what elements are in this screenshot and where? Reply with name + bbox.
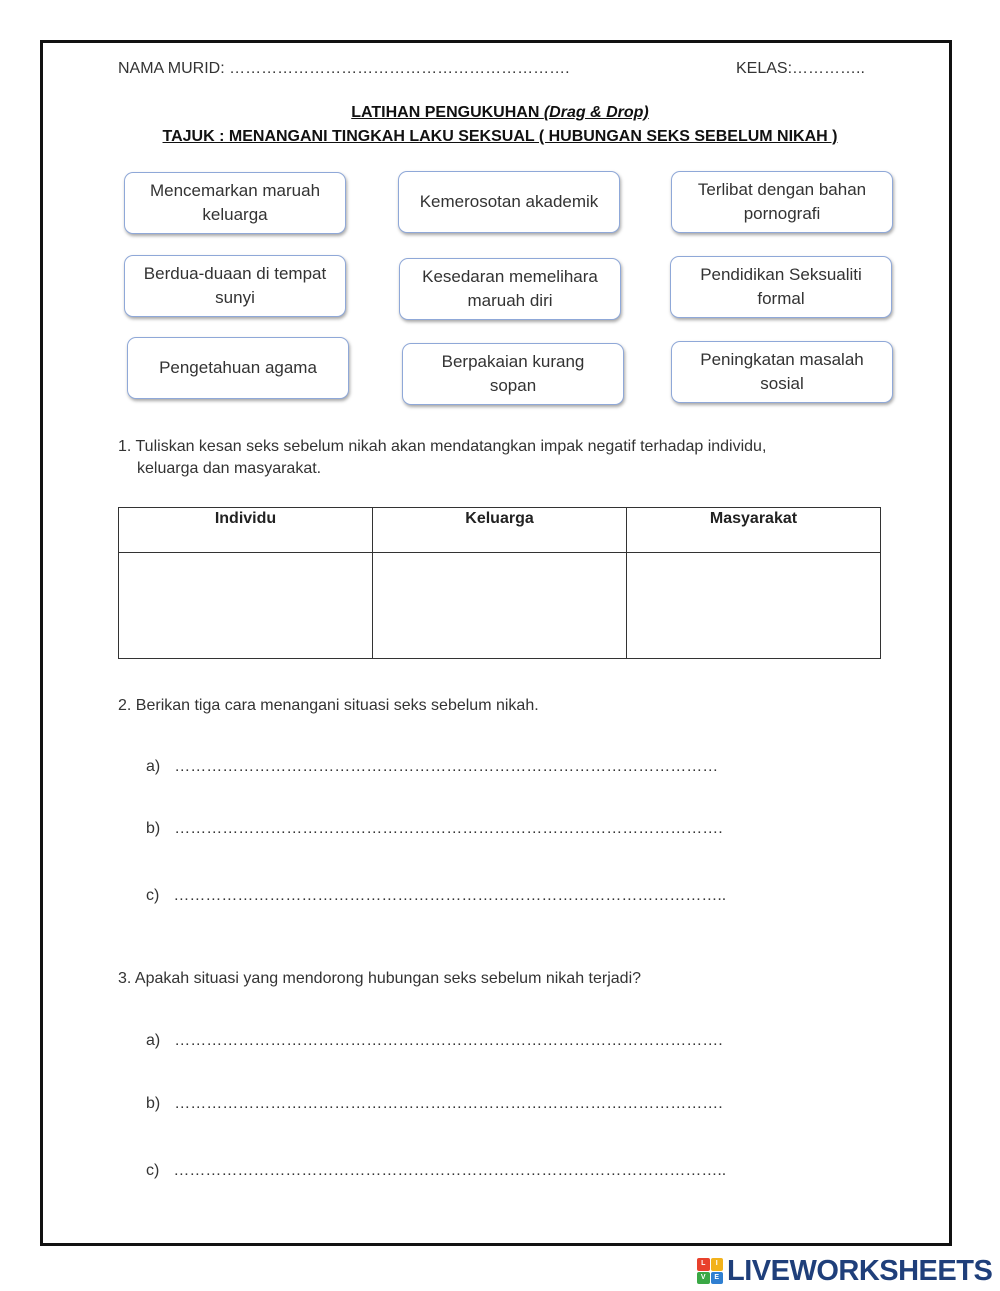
liveworksheets-logo bbox=[697, 1256, 992, 1286]
drag-card[interactable]: Pengetahuan agama bbox=[127, 337, 349, 399]
drop-zone-individu[interactable] bbox=[119, 553, 373, 659]
answer-line[interactable]: c) ………………………………………………………………………………………….. bbox=[146, 887, 727, 904]
liveworksheets-mark-icon bbox=[697, 1258, 723, 1284]
answer-line[interactable]: a) ………………………………………………………………………………………… bbox=[146, 758, 719, 775]
answer-line[interactable]: a) …………………………………………………………………………………………. bbox=[146, 1032, 723, 1049]
drop-zone-keluarga[interactable] bbox=[373, 553, 627, 659]
drag-card[interactable]: Mencemarkan maruah keluarga bbox=[124, 172, 346, 234]
drag-card[interactable]: Pendidikan Seksualiti formal bbox=[670, 256, 892, 318]
column-header-masyarakat: Masyarakat bbox=[627, 508, 881, 553]
logo-letter: E bbox=[711, 1272, 724, 1285]
question-3-text: 3. Apakah situasi yang mendorong hubungan seks sebelum nikah terjadi? bbox=[118, 970, 642, 987]
logo-letter: V bbox=[697, 1272, 710, 1285]
column-header-individu: Individu bbox=[119, 508, 373, 553]
worksheet-title: LATIHAN PENGUKUHAN (Drag & Drop) bbox=[351, 104, 649, 121]
drag-card[interactable]: Kemerosotan akademik bbox=[398, 171, 620, 233]
worksheet-topic: TAJUK : MENANGANI TINGKAH LAKU SEKSUAL ( HUBUNGAN SEKS SEBELUM NIKAH ) bbox=[162, 128, 838, 145]
answer-line[interactable]: c) ………………………………………………………………………………………….. bbox=[146, 1162, 727, 1179]
drag-card[interactable]: Kesedaran memelihara maruah diri bbox=[399, 258, 621, 320]
logo-text: LIVEWORKSHEETS bbox=[727, 1254, 993, 1287]
drag-card[interactable]: Berdua-duaan di tempat sunyi bbox=[124, 255, 346, 317]
question-1-text-cont: keluarga dan masyarakat. bbox=[137, 460, 322, 477]
drag-card[interactable]: Terlibat dengan bahan pornografi bbox=[671, 171, 893, 233]
student-name-field: NAMA MURID: ………………………………………………………. bbox=[118, 60, 570, 77]
logo-letter: I bbox=[711, 1258, 724, 1271]
answer-line[interactable]: b) …………………………………………………………………………………………. bbox=[146, 820, 723, 837]
question-1-text: 1. Tuliskan kesan seks sebelum nikah akan mendatangkan impak negatif terhadap individu, bbox=[118, 438, 767, 455]
question-2-text: 2. Berikan tiga cara menangani situasi seks sebelum nikah. bbox=[118, 697, 539, 714]
drag-card[interactable]: Berpakaian kurang sopan bbox=[402, 343, 624, 405]
column-header-keluarga: Keluarga bbox=[373, 508, 627, 553]
effects-table bbox=[118, 507, 881, 659]
drag-card[interactable]: Peningkatan masalah sosial bbox=[671, 341, 893, 403]
drop-zone-masyarakat[interactable] bbox=[627, 553, 881, 659]
answer-line[interactable]: b) …………………………………………………………………………………………. bbox=[146, 1095, 723, 1112]
question-1 bbox=[118, 436, 878, 480]
logo-letter: L bbox=[697, 1258, 710, 1271]
class-field: KELAS:………….. bbox=[736, 60, 865, 77]
